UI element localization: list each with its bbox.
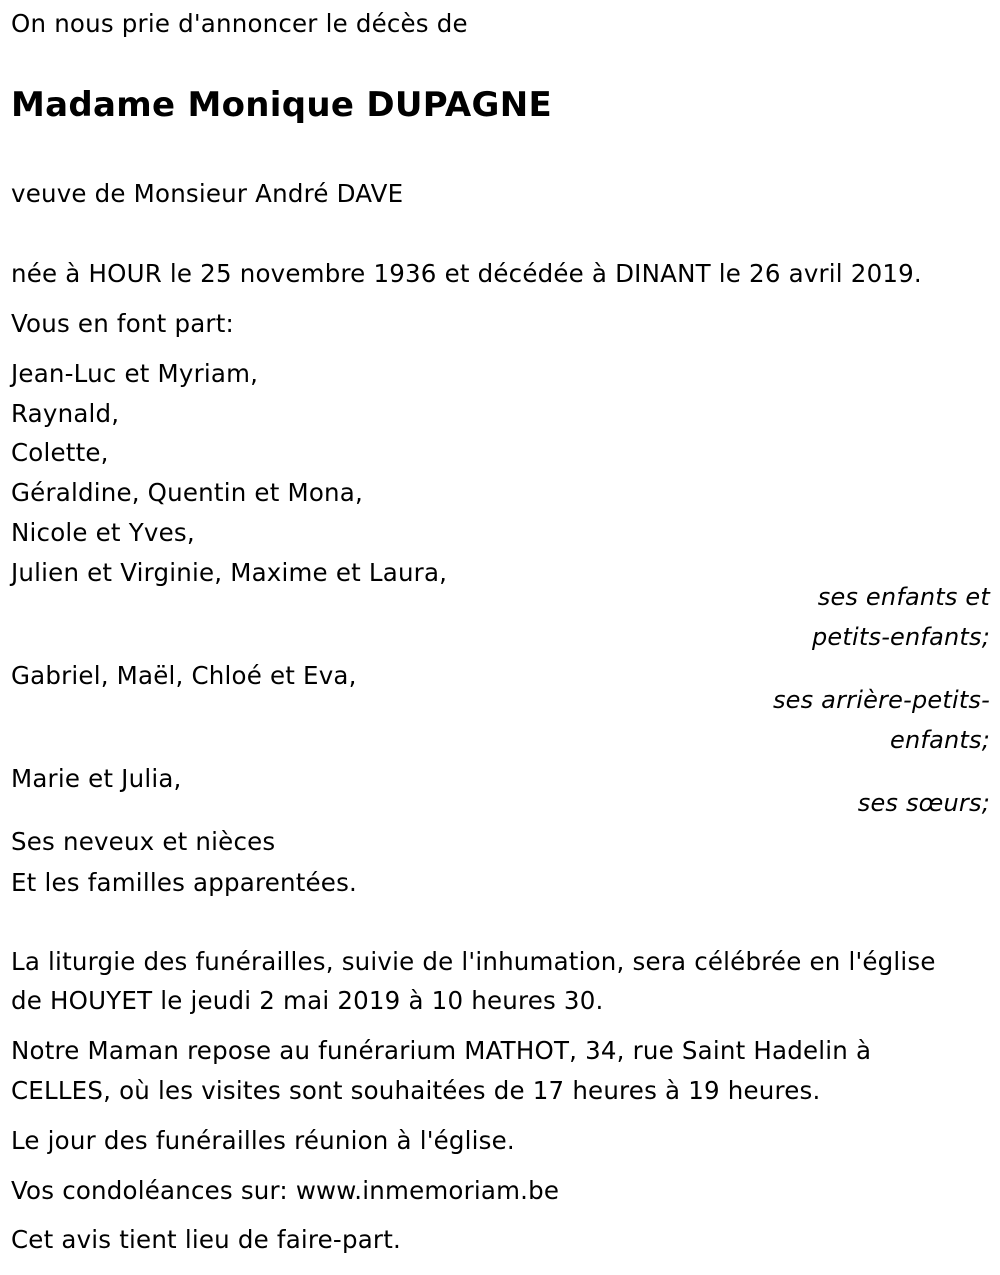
deceased-name: Madame Monique DUPAGNE bbox=[11, 85, 553, 125]
great-grandchildren-text: Gabriel, Maël, Chloé et Eva, bbox=[11, 661, 357, 690]
rest-line: CELLES, où les visites sont souhaitées de 17 heures à 19 heures. bbox=[11, 1076, 821, 1105]
rest-line: Notre Maman repose au funérarium MATHOT, 34, rue Saint Hadelin à bbox=[11, 1036, 872, 1065]
birth-death-text: née à HOUR le 25 novembre 1936 et décédée à DINANT le 26 avril 2019. bbox=[11, 259, 922, 288]
great-grandchildren-role: enfants; bbox=[890, 726, 990, 754]
liturgy-line: La liturgie des funérailles, suivie de l'inhumation, sera célébrée en l'église bbox=[11, 947, 936, 976]
children-role: petits-enfants; bbox=[812, 623, 990, 651]
children-line: Colette, bbox=[11, 438, 109, 467]
spouse-text: veuve de Monsieur André DAVE bbox=[11, 179, 404, 208]
meeting-text: Le jour des funérailles réunion à l'église. bbox=[11, 1126, 515, 1155]
children-line: Jean-Luc et Myriam, bbox=[11, 359, 259, 388]
liturgy-line: de HOUYET le jeudi 2 mai 2019 à 10 heures 30. bbox=[11, 986, 604, 1015]
children-line: Nicole et Yves, bbox=[11, 518, 195, 547]
great-grandchildren-role: ses arrière-petits- bbox=[772, 686, 990, 714]
sisters-role: ses sœurs; bbox=[857, 789, 990, 817]
children-role: ses enfants et bbox=[817, 583, 990, 611]
intro-text: On nous prie d'annoncer le décès de bbox=[11, 9, 468, 38]
sisters-text: Marie et Julia, bbox=[11, 764, 182, 793]
children-line: Julien et Virginie, Maxime et Laura, bbox=[11, 558, 448, 587]
children-line: Raynald, bbox=[11, 399, 120, 428]
announce-text: Vous en font part: bbox=[11, 309, 234, 338]
closing-text: Cet avis tient lieu de faire-part. bbox=[11, 1225, 401, 1254]
others-line: Ses neveux et nièces bbox=[11, 827, 276, 856]
condolences-text: Vos condoléances sur: www.inmemoriam.be bbox=[11, 1176, 560, 1205]
children-line: Géraldine, Quentin et Mona, bbox=[11, 478, 363, 507]
others-line: Et les familles apparentées. bbox=[11, 868, 358, 897]
